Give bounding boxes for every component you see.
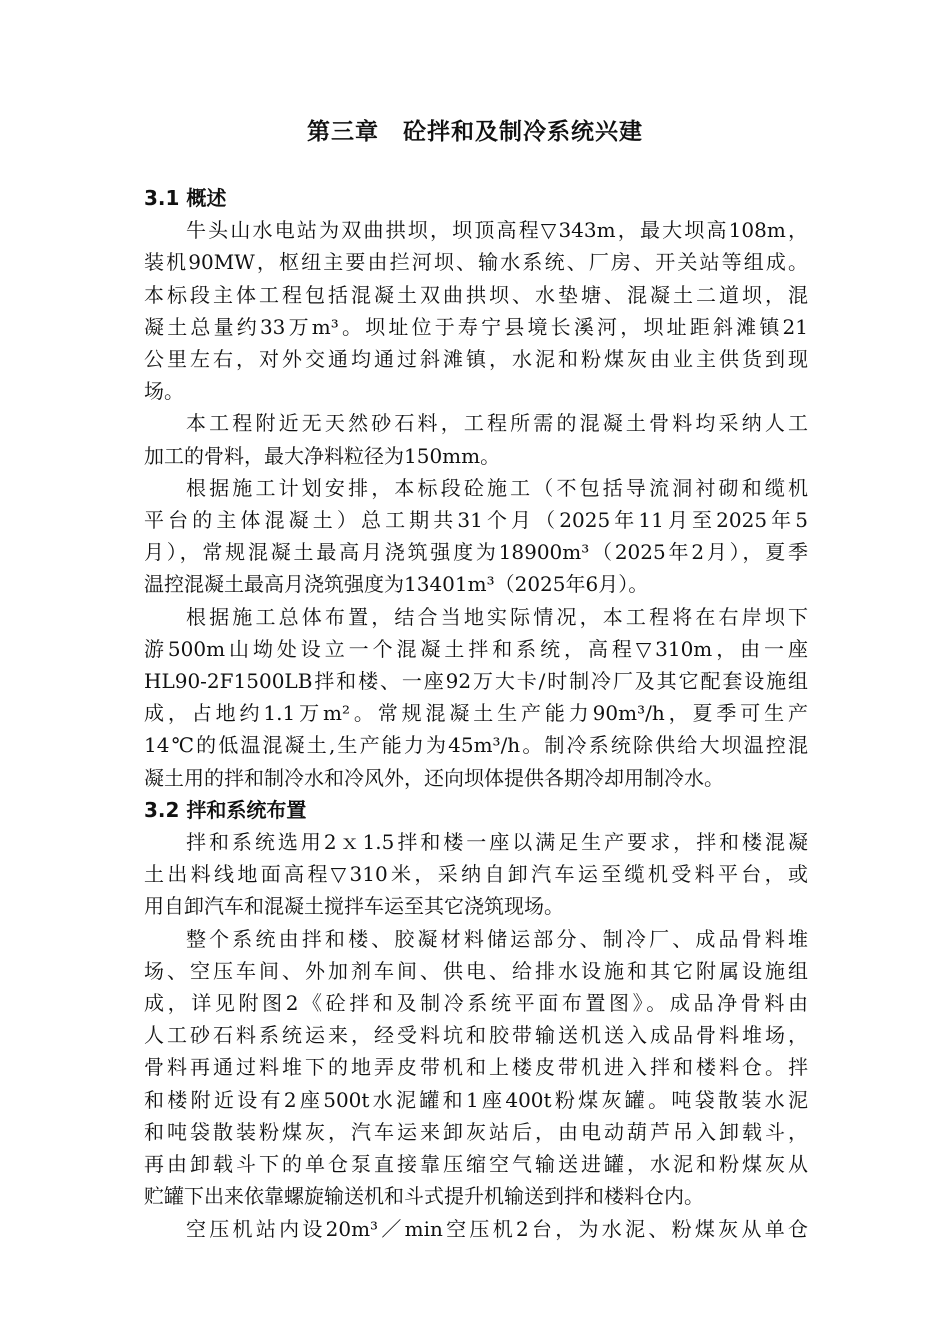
text-line: 成，详见附图2《砼拌和及制冷系统平面布置图》。成品净骨料由 [144,991,808,1016]
text-line: 拌和系统选用2ｘ1.5拌和楼一座以满足生产要求，拌和楼混凝 [186,830,808,855]
text-line: 土出料线地面高程▽310米，采纳自卸汽车运至缆机受料平台，或 [144,862,808,887]
text-line: 牛头山水电站为双曲拱坝，坝顶高程▽343m，最大坝高108m， [186,218,808,243]
chapter-title: 第三章 砼拌和及制冷系统兴建 [307,119,643,145]
paragraph [144,214,808,407]
text-line: 本工程附近无天然砂石料，工程所需的混凝土骨料均采纳人工 [186,411,808,436]
text-line: 本标段主体工程包括混凝土双曲拱坝、水垫塘、混凝土二道坝，混 [144,282,808,307]
text-line: 成，占地约1.1万m²。常规混凝土生产能力90m³/h，夏季可生产 [144,701,808,726]
paragraph [144,601,808,794]
text-line: 和吨袋散装粉煤灰，汽车运来卸灰站后，由电动葫芦吊入卸载斗， [144,1119,808,1144]
text-line: 贮罐下出来依靠螺旋输送机和斗式提升机输送到拌和楼料仓内。 [144,1184,704,1209]
text-line: 用自卸汽车和混凝土搅拌车运至其它浇筑现场。 [144,894,564,919]
text-line: 凝土用的拌和制冷水和冷风外，还向坝体提供各期冷却用制冷水。 [144,765,724,790]
paragraph [144,472,808,601]
text-line: 凝土总量约33万m³。坝址位于寿宁县境长溪河，坝址距斜滩镇21 [144,314,808,339]
text-line: 骨料再通过料堆下的地弄皮带机和上楼皮带机进入拌和楼料仓。拌 [144,1055,808,1080]
text-line: 14℃的低温混凝土,生产能力为45m³/h。制冷系统除供给大坝温控混 [144,733,808,758]
text-line: 装机90MW，枢纽主要由拦河坝、输水系统、厂房、开关站等组成。 [144,250,808,275]
text-line: 场、空压车间、外加剂车间、供电、给排水设施和其它附属设施组 [144,958,808,983]
text-line: 再由卸载斗下的单仓泵直接靠压缩空气输送进罐，水泥和粉煤灰从 [144,1152,808,1177]
text-line: 和楼附近设有2座500t水泥罐和1座400t粉煤灰罐。吨袋散装水泥 [144,1087,808,1112]
text-line: 公里左右，对外交通均通过斜滩镇，水泥和粉煤灰由业主供货到现 [144,347,808,372]
text-line: 平台的主体混凝土）总工期共31个月（2025年11月至2025年5 [144,508,808,533]
text-line: 空压机站内设20m³／min空压机2台，为水泥、粉煤灰从单仓 [186,1216,808,1241]
paragraph [144,407,808,471]
section-heading: 3.1 概述 [144,186,227,210]
section-heading: 3.2 拌和系统布置 [144,797,307,822]
text-line: 温控混凝土最高月浇筑强度为13401m³（2025年6月）。 [144,572,649,597]
paragraph [144,923,808,1213]
text-line: 加工的骨料，最大净料粒径为150mm。 [144,443,501,468]
text-line: 整个系统由拌和楼、胶凝材料储运部分、制冷厂、成品骨料堆 [186,926,808,951]
text-line: 场。 [144,379,184,404]
paragraph [144,826,808,923]
document-body [144,182,808,1245]
text-line: 根据施工计划安排，本标段砼施工（不包括导流洞衬砌和缆机 [186,475,808,500]
text-line: HL90-2F1500LB拌和楼、一座92万大卡/时制冷厂及其它配套设施组 [144,669,808,694]
text-line: 人工砂石料系统运来，经受料坑和胶带输送机送入成品骨料堆场， [144,1023,808,1048]
text-line: 根据施工总体布置，结合当地实际情况，本工程将在右岸坝下 [186,604,808,629]
text-line: 月），常规混凝土最高月浇筑强度为18900m³（2025年2月），夏季 [144,540,808,565]
text-line: 游500m山坳处设立一个混凝土拌和系统，高程▽310m，由一座 [144,636,808,661]
paragraph [144,1213,808,1245]
